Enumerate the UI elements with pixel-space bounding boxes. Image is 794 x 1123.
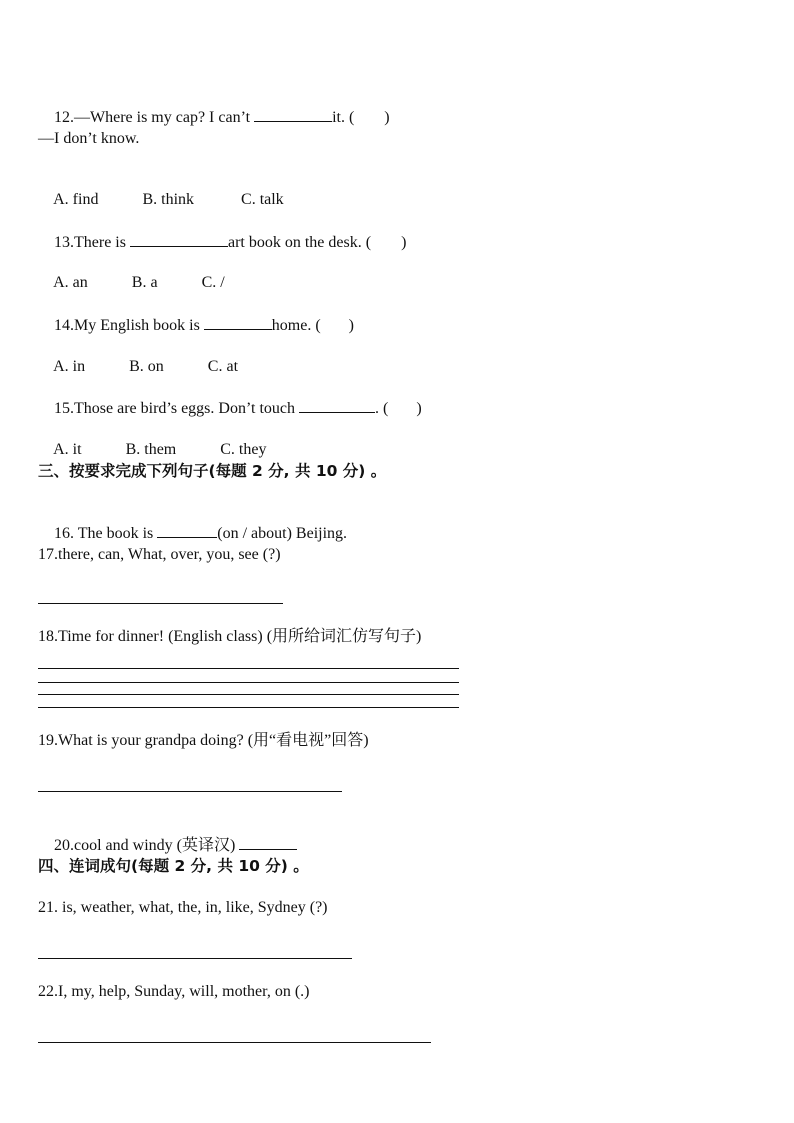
q17-answer-line[interactable] bbox=[38, 603, 283, 604]
q12-option-c: C. talk bbox=[241, 191, 284, 208]
question-22: 22.I, my, help, Sunday, will, mother, on (.) bbox=[38, 983, 310, 1000]
q12-close-paren: ) bbox=[384, 109, 390, 126]
q16-text-after-blank: (on / about) Beijing. bbox=[217, 525, 348, 542]
q13-option-b: B. a bbox=[131, 274, 158, 291]
q14-text-after-blank: home. ( bbox=[271, 317, 321, 334]
q14-option-c: C. at bbox=[207, 358, 239, 375]
q13-text-before-blank: 13.There is bbox=[54, 234, 130, 251]
q18-answer-line[interactable] bbox=[38, 668, 459, 669]
q15-answer-blank[interactable] bbox=[299, 398, 375, 413]
q13-option-c: C. / bbox=[201, 274, 225, 291]
q12-text-before-blank: 12.—Where is my cap? I can’t bbox=[54, 109, 255, 126]
q14-answer-blank[interactable] bbox=[204, 315, 272, 330]
q18-answer-line[interactable] bbox=[38, 694, 459, 695]
q15-option-b: B. them bbox=[125, 441, 177, 458]
q12-reply: —I don’t know. bbox=[38, 130, 140, 147]
q13-text-after-blank: art book on the desk. ( bbox=[227, 234, 372, 251]
q12-option-a: A. find bbox=[53, 191, 99, 208]
q18-answer-line[interactable] bbox=[38, 707, 459, 708]
q14-text-before-blank: 14.My English book is bbox=[54, 317, 204, 334]
q15-close-paren: ) bbox=[416, 400, 422, 417]
q16-text-before-blank: 16. The book is bbox=[54, 525, 158, 542]
q15-text-before-blank: 15.Those are bird’s eggs. Don’t touch bbox=[54, 400, 299, 417]
q13-close-paren: ) bbox=[401, 234, 407, 251]
q12-option-b: B. think bbox=[142, 191, 195, 208]
q21-answer-line[interactable] bbox=[38, 958, 352, 959]
q16-answer-blank[interactable] bbox=[157, 523, 217, 538]
q14-option-b: B. on bbox=[129, 358, 164, 375]
q13-answer-blank[interactable] bbox=[130, 232, 228, 247]
q18-answer-line[interactable] bbox=[38, 682, 459, 683]
q14-option-a: A. in bbox=[53, 358, 86, 375]
q15-text-after-blank: . ( bbox=[375, 400, 389, 417]
q20-answer-blank[interactable] bbox=[239, 835, 297, 850]
question-21: 21. is, weather, what, the, in, like, Sydney (?) bbox=[38, 899, 328, 916]
q14-close-paren: ) bbox=[348, 317, 354, 334]
section-3-heading: 三、按要求完成下列句子(每题 2 分, 共 10 分) 。 bbox=[38, 462, 387, 480]
question-17: 17.there, can, What, over, you, see (?) bbox=[38, 546, 281, 563]
question-19: 19.What is your grandpa doing? (用“看电视”回答) bbox=[38, 732, 369, 749]
question-18: 18.Time for dinner! (English class) (用所给词汇仿写句子) bbox=[38, 628, 422, 645]
section-4-heading: 四、连词成句(每题 2 分, 共 10 分) 。 bbox=[38, 857, 309, 875]
q12-answer-blank[interactable] bbox=[254, 107, 332, 122]
q12-text-after-blank: it. ( bbox=[332, 109, 355, 126]
q13-option-a: A. an bbox=[53, 274, 88, 291]
q15-option-a: A. it bbox=[53, 441, 82, 458]
q22-answer-line[interactable] bbox=[38, 1042, 431, 1043]
q15-option-c: C. they bbox=[220, 441, 267, 458]
q20-text: 20.cool and windy (英译汉) bbox=[54, 837, 240, 854]
q19-answer-line[interactable] bbox=[38, 791, 342, 792]
